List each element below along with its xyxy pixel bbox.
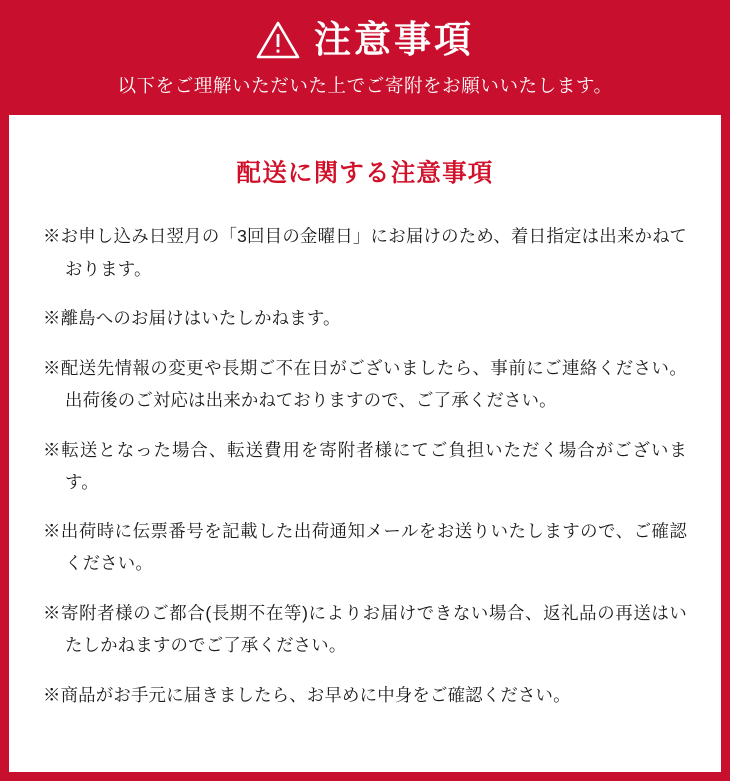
warning-triangle-icon [256,20,300,60]
note-text: ※転送となった場合、転送費用を寄附者様にてご負担いただく場合がございます。 [43,439,687,492]
header-title-row [256,20,474,60]
section-title: 配送に関する注意事項 [236,160,494,187]
note-text: ※お申し込み日翌月の「3回目の金曜日」にお届けのため、着日指定は出来かねております。 [43,226,687,279]
note-text: ※商品がお手元に届きましたら、お早めに中身をご確認ください。 [43,684,571,705]
notice-header [0,0,730,115]
notice-body [9,115,721,772]
note-item [43,679,687,711]
note-item [43,302,687,334]
note-item [43,220,687,284]
note-text: ※寄附者様のご都合(長期不在等)によりお届けできない場合、返礼品の再送はいたしかねますのでご了承ください。 [43,603,687,656]
header-subtitle: 以下をご理解いただいた上でご寄附をお願いいたします。 [117,74,613,96]
note-text: ※配送先情報の変更や長期ご不在日がございましたら、事前にご連絡ください。出荷後のご対応は出来かねておりますので、ご了承ください。 [43,357,687,410]
note-text: ※離島へのお届けはいたしかねます。 [43,308,341,329]
note-item [43,434,687,498]
note-item [43,597,687,661]
note-text: ※出荷時に伝票番号を記載した出荷通知メールをお送りいたしますので、ご確認ください。 [43,521,687,574]
note-item [43,352,687,416]
note-item [43,515,687,579]
notes-list [43,220,687,711]
page-title: 注意事項 [314,19,474,60]
